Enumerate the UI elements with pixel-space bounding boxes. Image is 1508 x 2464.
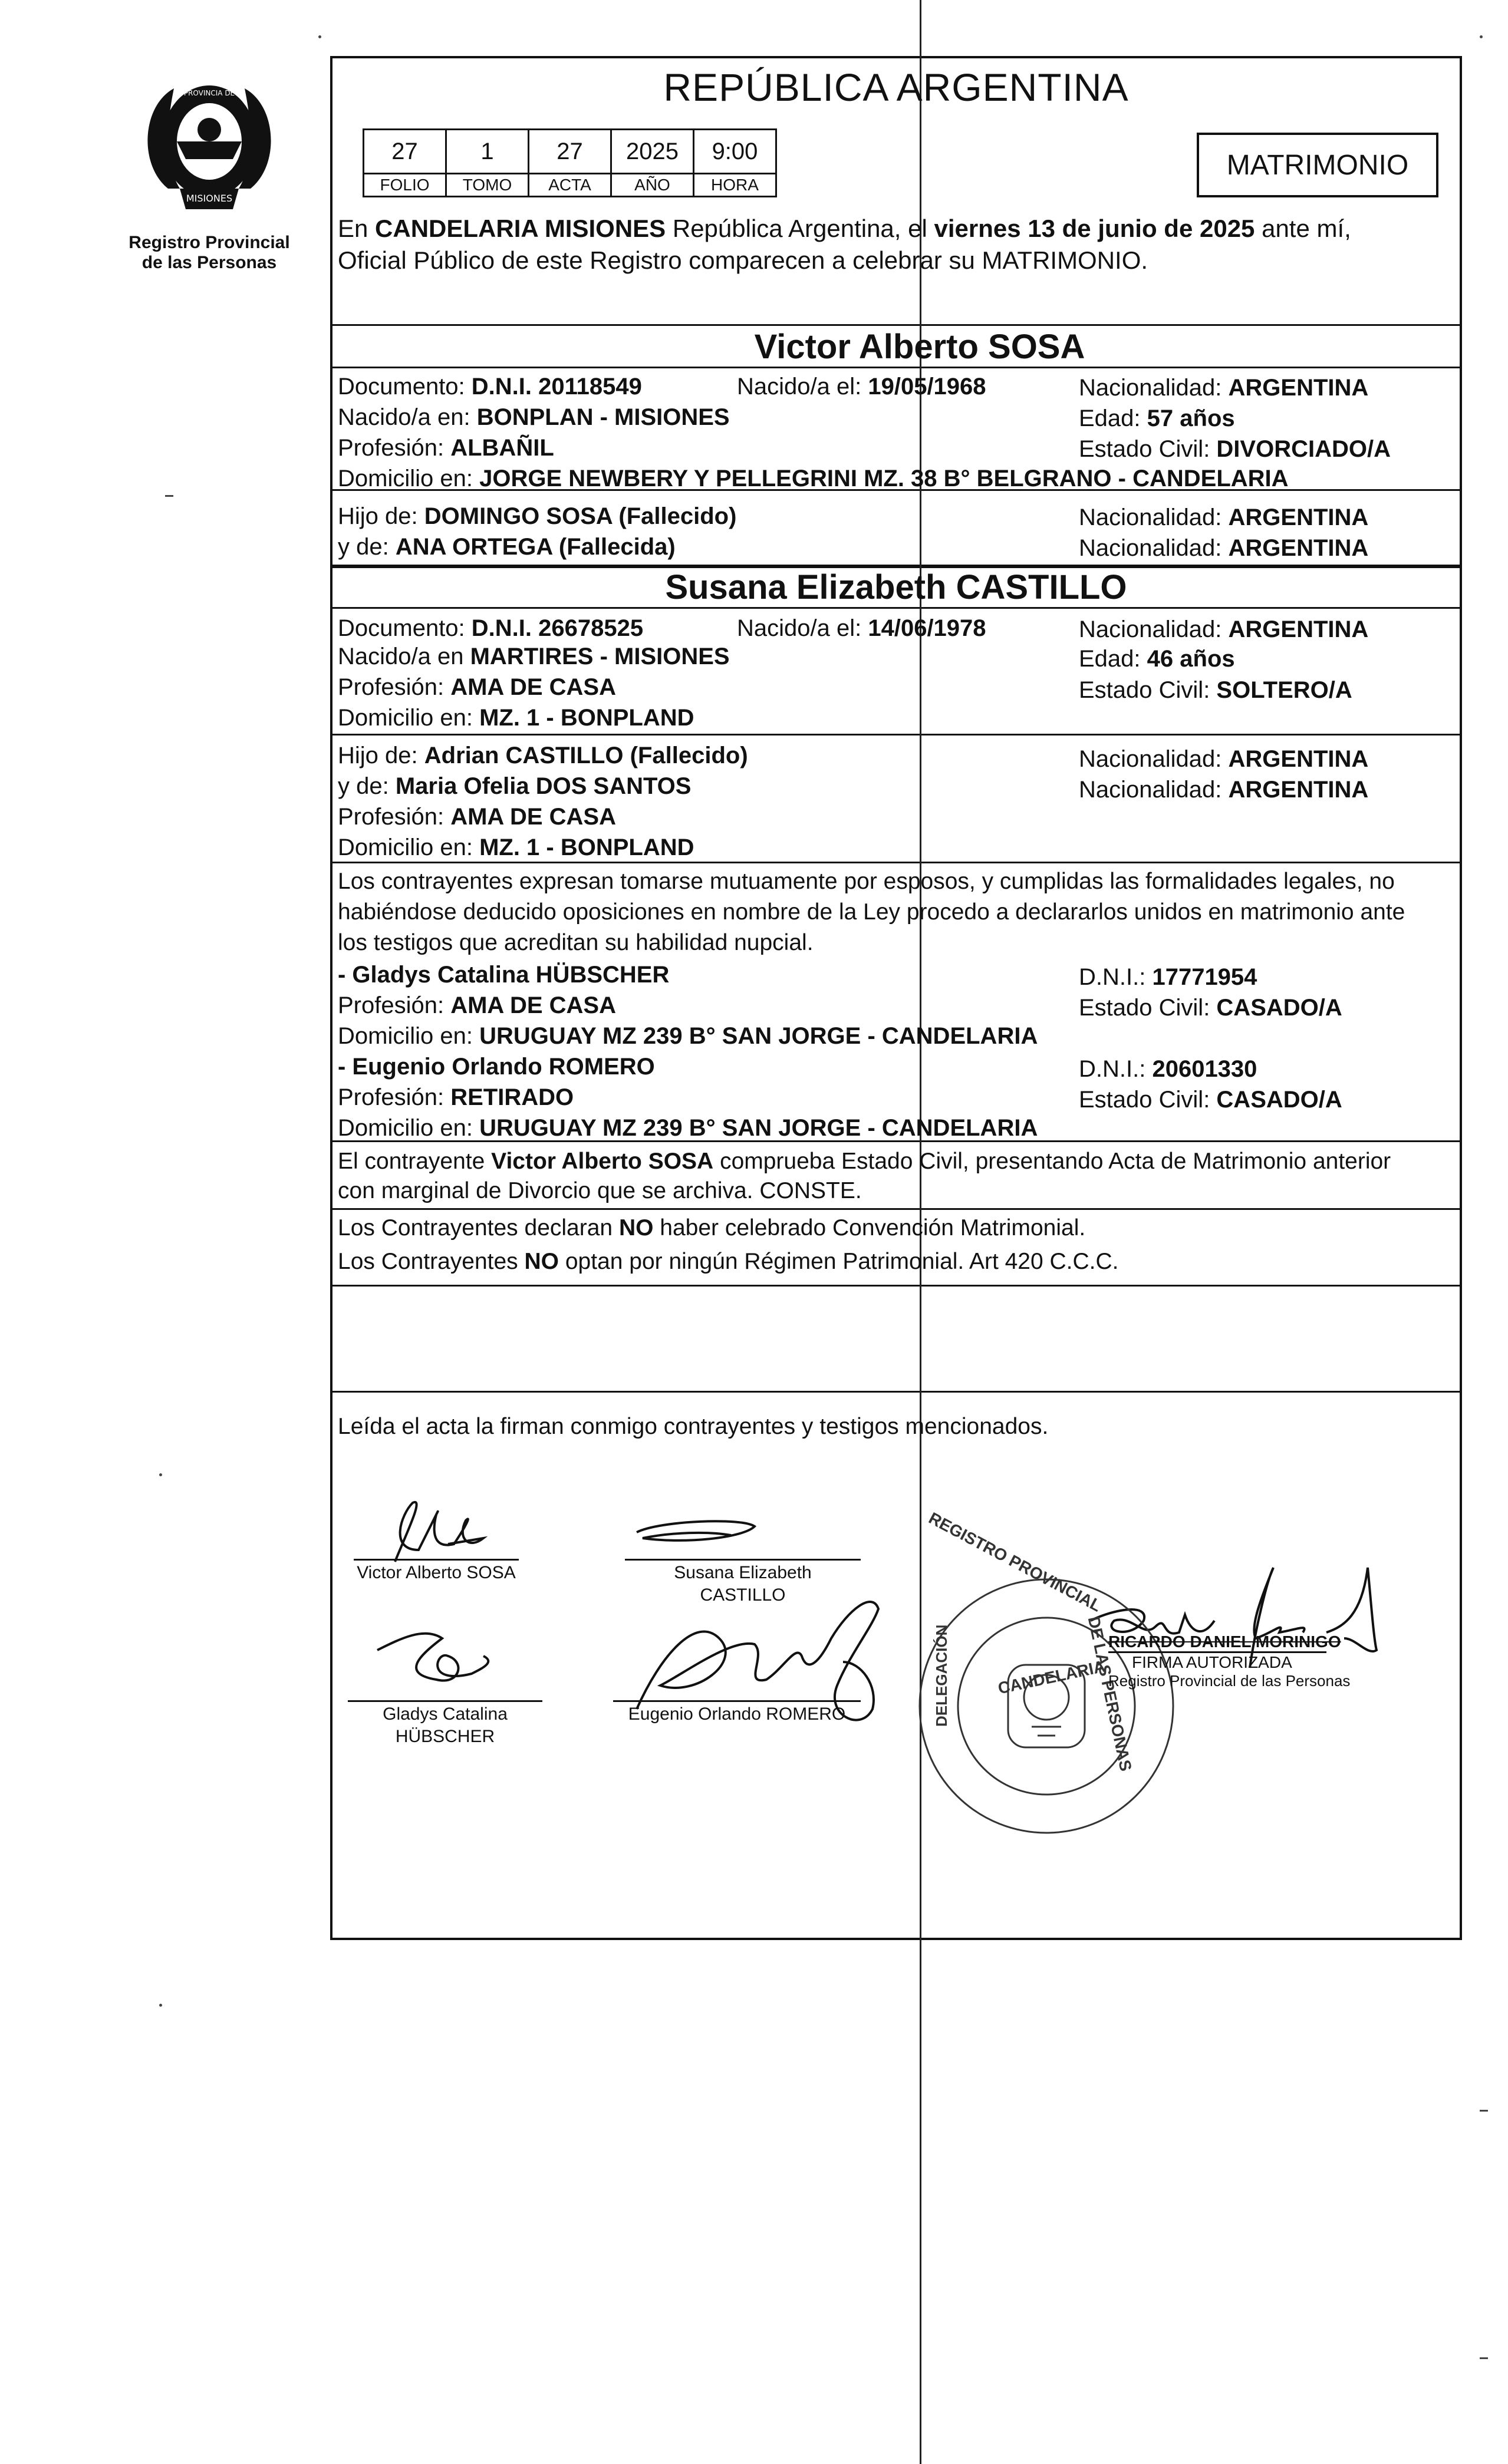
emblem-bottom-text: MISIONES bbox=[186, 193, 233, 204]
value: 57 años bbox=[1147, 405, 1235, 431]
folio-value: 27 bbox=[364, 130, 446, 174]
page-title: REPÚBLICA ARGENTINA bbox=[663, 65, 1129, 109]
official-stamp-icon bbox=[920, 1579, 1173, 1833]
intro-date: viernes 13 de junio de 2025 bbox=[934, 215, 1255, 242]
hora-label: HORA bbox=[694, 174, 776, 197]
label: Profesión: bbox=[338, 435, 451, 461]
emblem-top-text: PROVINCIA DE bbox=[183, 89, 235, 97]
c2-madre bbox=[338, 771, 691, 801]
c2-estado-civil bbox=[1079, 675, 1352, 705]
c1-documento bbox=[338, 371, 642, 402]
c1-nacido-el bbox=[737, 371, 986, 402]
sig-name-gladys-1: Gladys Catalina bbox=[383, 1704, 508, 1724]
divider bbox=[330, 1285, 1462, 1287]
label: D.N.I.: bbox=[1079, 964, 1153, 990]
label: Profesión: bbox=[338, 804, 451, 830]
scan-speck bbox=[159, 1473, 162, 1476]
scan-speck bbox=[165, 495, 173, 497]
sig-name-victor: Victor Alberto SOSA bbox=[357, 1563, 516, 1582]
signature-victor-icon bbox=[395, 1502, 483, 1562]
value: 20601330 bbox=[1152, 1056, 1257, 1082]
value: MZ. 1 - BONPLAND bbox=[479, 705, 694, 731]
c1-nacionalidad bbox=[1079, 372, 1368, 403]
c2-documento bbox=[338, 613, 643, 644]
registry-numbers bbox=[363, 128, 777, 197]
label: Estado Civil: bbox=[1079, 995, 1217, 1021]
label: Nacido/a en bbox=[338, 644, 470, 669]
province-emblem-icon bbox=[127, 71, 292, 224]
nota-text: El contrayente bbox=[338, 1149, 492, 1174]
c1-madre-nac bbox=[1079, 533, 1368, 563]
c2-madre-profesion bbox=[338, 801, 616, 832]
label: Nacionalidad: bbox=[1079, 777, 1229, 803]
anio-value: 2025 bbox=[611, 130, 694, 174]
divider bbox=[330, 607, 1462, 609]
c1-estado-civil bbox=[1079, 434, 1391, 464]
c2-madre-nac bbox=[1079, 774, 1368, 805]
label: Profesión: bbox=[338, 1084, 451, 1110]
contrayente1-name: Victor Alberto SOSA bbox=[754, 328, 1085, 366]
testigo1-domicilio bbox=[338, 1021, 1038, 1051]
convencion-line-2 bbox=[338, 1246, 1119, 1277]
testigo2-estado bbox=[1079, 1084, 1342, 1115]
conv-text: Los Contrayentes bbox=[338, 1249, 525, 1274]
sig-name-eugenio: Eugenio Orlando ROMERO bbox=[628, 1704, 846, 1724]
c2-madre-domicilio bbox=[338, 832, 694, 863]
label: Nacionalidad: bbox=[1079, 616, 1229, 642]
label: Estado Civil: bbox=[1079, 1087, 1217, 1113]
label: Hijo de: bbox=[338, 743, 424, 768]
value: CASADO/A bbox=[1216, 1087, 1342, 1113]
acta-label: ACTA bbox=[529, 174, 611, 197]
divider bbox=[330, 734, 1462, 735]
value: AMA DE CASA bbox=[450, 674, 616, 700]
testigo2-dni bbox=[1079, 1054, 1257, 1084]
c1-edad bbox=[1079, 403, 1235, 434]
divider bbox=[330, 1208, 1462, 1210]
anio-label: AÑO bbox=[611, 174, 694, 197]
stamp-text-right: DE LAS PERSONAS bbox=[1084, 1615, 1135, 1773]
sig-name-susana-2: CASTILLO bbox=[700, 1585, 786, 1605]
signature-susana-icon bbox=[637, 1521, 755, 1541]
label: Documento: bbox=[338, 374, 472, 400]
label: Edad: bbox=[1079, 646, 1147, 672]
c2-padre-nac bbox=[1079, 744, 1368, 774]
testigo2-name: - Eugenio Orlando ROMERO bbox=[338, 1054, 655, 1080]
intro-text: ante mí, bbox=[1255, 215, 1351, 242]
signature-line bbox=[625, 1559, 861, 1561]
label: Estado Civil: bbox=[1079, 677, 1217, 703]
value: ARGENTINA bbox=[1228, 746, 1369, 772]
value: URUGUAY MZ 239 B° SAN JORGE - CANDELARIA bbox=[479, 1115, 1038, 1141]
c2-profesion bbox=[338, 672, 616, 702]
value: D.N.I. 26678525 bbox=[471, 615, 644, 641]
c2-padre bbox=[338, 740, 748, 771]
signature-line bbox=[354, 1559, 519, 1561]
scan-speck bbox=[1480, 2110, 1488, 2112]
testigo1-dni bbox=[1079, 962, 1257, 992]
conv-no: NO bbox=[618, 1215, 654, 1241]
declaracion-line-2: habiéndose deducido oposiciones en nombre de la Ley procedo a declararlos unidos en matrimonio ante bbox=[338, 899, 1405, 925]
c1-madre bbox=[338, 532, 676, 562]
oficial-org: Registro Provincial de las Personas bbox=[1108, 1672, 1351, 1690]
value: BONPLAN - MISIONES bbox=[476, 404, 730, 430]
oficial-signature-block bbox=[1108, 1632, 1438, 1690]
value: ARGENTINA bbox=[1228, 535, 1369, 561]
label: Hijo de: bbox=[338, 503, 424, 529]
nota-line-1 bbox=[338, 1146, 1391, 1177]
registry-logo bbox=[127, 71, 292, 224]
intro-line-1 bbox=[338, 213, 1351, 244]
value: SOLTERO/A bbox=[1216, 677, 1352, 703]
declaracion-line-1: Los contrayentes expresan tomarse mutuamente por esposos, y cumplidas las formalidades legales, no bbox=[338, 869, 1395, 894]
tomo-label: TOMO bbox=[446, 174, 529, 197]
value: Maria Ofelia DOS SANTOS bbox=[395, 773, 692, 799]
label: Domicilio en: bbox=[338, 834, 480, 860]
nota-text: comprueba Estado Civil, presentando Acta de Matrimonio anterior bbox=[713, 1149, 1391, 1174]
label: Nacido/a el: bbox=[737, 615, 868, 641]
conv-text: haber celebrado Convención Matrimonial. bbox=[653, 1215, 1086, 1241]
value: AMA DE CASA bbox=[450, 804, 616, 830]
c2-domicilio bbox=[338, 702, 694, 733]
value: 14/06/1978 bbox=[868, 615, 986, 641]
label: y de: bbox=[338, 773, 396, 799]
label: Domicilio en: bbox=[338, 705, 480, 731]
cierre-text: Leída el acta la firman conmigo contrayentes y testigos mencionados. bbox=[338, 1414, 1049, 1439]
value: ARGENTINA bbox=[1228, 777, 1369, 803]
label: Estado Civil: bbox=[1079, 436, 1217, 462]
signature-line bbox=[348, 1700, 542, 1702]
c2-edad bbox=[1079, 644, 1235, 674]
c1-domicilio bbox=[338, 463, 1289, 494]
scan-speck bbox=[1480, 35, 1483, 38]
value: URUGUAY MZ 239 B° SAN JORGE - CANDELARIA bbox=[479, 1023, 1038, 1049]
value: AMA DE CASA bbox=[450, 992, 616, 1018]
c1-padre-nac bbox=[1079, 502, 1368, 533]
document-type-box: MATRIMONIO bbox=[1197, 133, 1438, 197]
value: RETIRADO bbox=[450, 1084, 574, 1110]
signature-eugenio-icon bbox=[637, 1602, 878, 1720]
value: ANA ORTEGA (Fallecida) bbox=[395, 534, 676, 560]
tomo-value: 1 bbox=[446, 130, 529, 174]
intro-text: República Argentina, el bbox=[666, 215, 934, 242]
intro-line-2: Oficial Público de este Registro comparecen a celebrar su MATRIMONIO. bbox=[338, 246, 1148, 274]
label: Domicilio en: bbox=[338, 466, 480, 492]
hora-value: 9:00 bbox=[694, 130, 776, 174]
label: Nacido/a en: bbox=[338, 404, 477, 430]
signatures-drawing bbox=[330, 1462, 1462, 1933]
label: Documento: bbox=[338, 615, 472, 641]
label: Nacionalidad: bbox=[1079, 504, 1229, 530]
label: y de: bbox=[338, 534, 396, 560]
testigo2-profesion bbox=[338, 1082, 574, 1113]
scan-speck bbox=[159, 2004, 162, 2007]
value: 46 años bbox=[1147, 646, 1235, 672]
logo-caption-line2: de las Personas bbox=[141, 253, 277, 272]
c2-nacido-el bbox=[737, 613, 986, 644]
signature-gladys-icon bbox=[377, 1634, 488, 1681]
testigo1-profesion bbox=[338, 990, 616, 1021]
value: 17771954 bbox=[1152, 964, 1257, 990]
label: Nacionalidad: bbox=[1079, 535, 1229, 561]
sig-name-susana-1: Susana Elizabeth bbox=[674, 1563, 812, 1582]
c1-profesion bbox=[338, 433, 554, 463]
divider bbox=[330, 367, 1462, 368]
scan-speck bbox=[318, 35, 321, 38]
divider bbox=[330, 324, 1462, 326]
label: Edad: bbox=[1079, 405, 1147, 431]
oficial-name: RICARDO DANIEL MORINIGO bbox=[1108, 1632, 1341, 1651]
sig-name-susana bbox=[625, 1562, 861, 1607]
intro-text: En bbox=[338, 215, 376, 242]
label: Profesión: bbox=[338, 674, 451, 700]
label: D.N.I.: bbox=[1079, 1056, 1153, 1082]
declaracion-line-3: los testigos que acreditan su habilidad nupcial. bbox=[338, 930, 814, 955]
folio-label: FOLIO bbox=[364, 174, 446, 197]
c1-padre bbox=[338, 501, 736, 532]
value: D.N.I. 20118549 bbox=[471, 374, 642, 400]
testigo2-domicilio bbox=[338, 1113, 1038, 1143]
c1-nacido-en bbox=[338, 402, 730, 433]
label: Nacionalidad: bbox=[1079, 746, 1229, 772]
signature-line bbox=[613, 1700, 861, 1702]
value: ARGENTINA bbox=[1228, 375, 1369, 401]
label: Nacido/a el: bbox=[737, 374, 868, 400]
value: ARGENTINA bbox=[1228, 616, 1369, 642]
nota-name: Victor Alberto SOSA bbox=[491, 1149, 714, 1174]
label: Domicilio en: bbox=[338, 1115, 480, 1141]
stamp-text-left: DELEGACIÓN bbox=[933, 1624, 950, 1727]
convencion-line-1 bbox=[338, 1213, 1085, 1243]
testigo1-estado bbox=[1079, 992, 1342, 1023]
logo-caption bbox=[121, 233, 298, 273]
value: JORGE NEWBERY Y PELLEGRINI MZ. 38 B° BELGRANO - CANDELARIA bbox=[479, 466, 1289, 492]
divider bbox=[330, 1391, 1462, 1393]
sig-name-gladys-2: HÜBSCHER bbox=[395, 1727, 495, 1746]
value: DOMINGO SOSA (Fallecido) bbox=[424, 503, 737, 529]
value: CASADO/A bbox=[1216, 995, 1342, 1021]
logo-caption-line1: Registro Provincial bbox=[129, 233, 290, 252]
contrayente2-name: Susana Elizabeth CASTILLO bbox=[665, 568, 1127, 606]
value: 19/05/1968 bbox=[868, 374, 986, 400]
label: Nacionalidad: bbox=[1079, 375, 1229, 401]
intro-place: CANDELARIA MISIONES bbox=[375, 215, 666, 242]
conv-text: Los Contrayentes declaran bbox=[338, 1215, 619, 1241]
value: MZ. 1 - BONPLAND bbox=[479, 834, 694, 860]
conv-text: optan por ningún Régimen Patrimonial. Art 420 C.C.C. bbox=[559, 1249, 1119, 1274]
testigo1-name: - Gladys Catalina HÜBSCHER bbox=[338, 962, 670, 988]
stamp-text-bottom: CANDELARIA bbox=[996, 1657, 1107, 1698]
stamp-text-top: REGISTRO PROVINCIAL bbox=[926, 1509, 1105, 1615]
c2-nacionalidad bbox=[1079, 614, 1368, 645]
value: ALBAÑIL bbox=[450, 435, 554, 461]
value: MARTIRES - MISIONES bbox=[470, 644, 730, 669]
value: ARGENTINA bbox=[1228, 504, 1369, 530]
acta-value: 27 bbox=[529, 130, 611, 174]
sig-name-gladys bbox=[348, 1703, 542, 1748]
value: Adrian CASTILLO (Fallecido) bbox=[424, 743, 748, 768]
scan-speck bbox=[1480, 2357, 1488, 2359]
conv-no: NO bbox=[524, 1249, 559, 1274]
label: Profesión: bbox=[338, 992, 451, 1018]
value: DIVORCIADO/A bbox=[1216, 436, 1391, 462]
oficial-title: FIRMA AUTORIZADA bbox=[1108, 1651, 1326, 1672]
c2-nacido-en bbox=[338, 641, 730, 672]
nota-line-2: con marginal de Divorcio que se archiva. CONSTE. bbox=[338, 1178, 862, 1203]
label: Domicilio en: bbox=[338, 1023, 480, 1049]
